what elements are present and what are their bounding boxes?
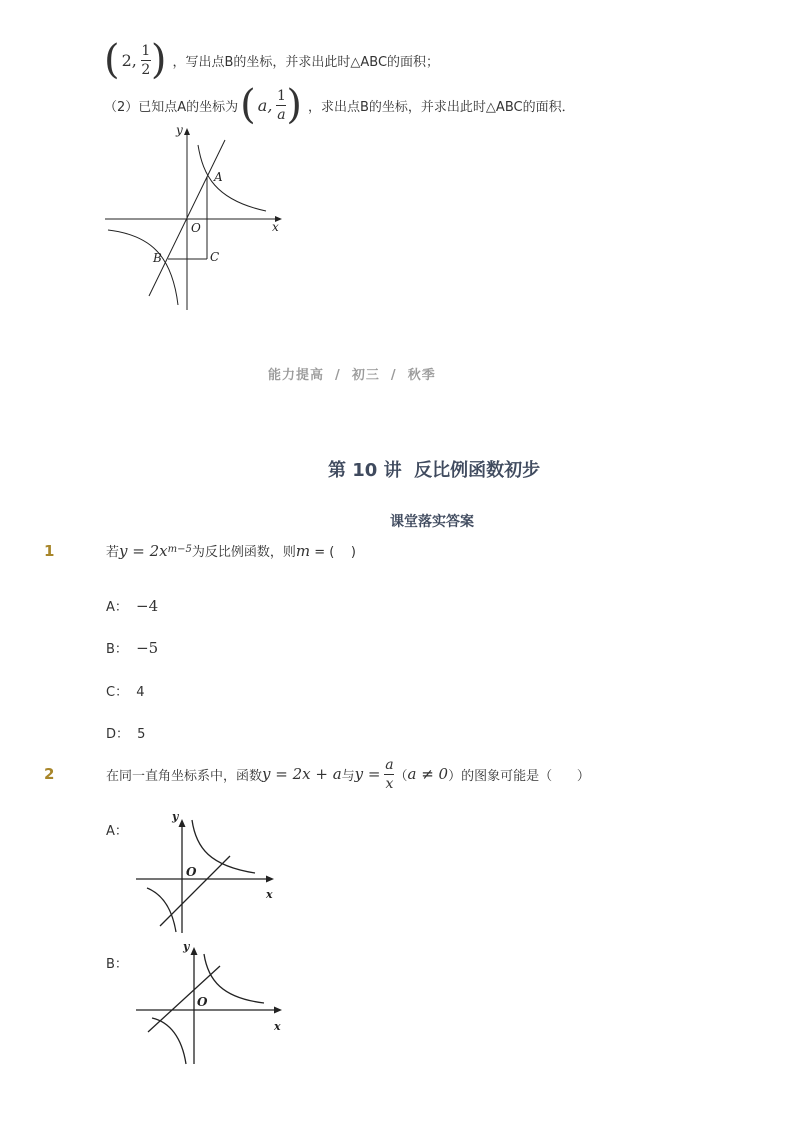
page-footer: 能力提高 / 初三 / 秋季 [268,368,436,383]
y-axis-arrow [179,819,186,827]
q1-exponent: m−5 [167,544,192,555]
prev-problem-line1 [104,38,439,82]
label-origin: O [186,865,197,879]
line1-text: ，写出点B的坐标，并求出此时△ABC的面积； [172,54,440,70]
open-paren: ( [240,82,256,128]
fraction-numerator: 1 [141,42,151,59]
q2-prefix: 在同一直角坐标系中，函数 [106,768,263,784]
q2-cond-open: （ [394,768,408,784]
line2-prefix: （2）已知点A的坐标为 [104,99,239,115]
label-y: y [183,940,190,953]
fraction-denominator: a [277,106,286,123]
q1-formula: y = 2x [119,542,168,560]
prev-problem-figure [100,120,290,320]
x-axis-arrow [274,1007,282,1014]
fraction-bar [384,774,394,775]
q1-middle: 为反比例函数，则 [191,545,296,560]
q1-option-c[interactable] [106,681,145,700]
option-label: B： [106,642,128,657]
line2-text: ，求出点B的坐标，并求出此时△ABC的面积． [308,99,575,115]
option-value: −4 [136,597,159,615]
q2-mid: 与 [341,768,355,784]
close-paren: ) [286,82,303,128]
question-number-2: 2 [44,765,55,783]
point-x: a, [257,95,273,115]
q2-option-b-label[interactable]: B： [106,957,128,972]
label-origin: O [191,221,201,235]
label-x: x [274,1020,281,1033]
fraction-denominator: 2 [141,61,151,78]
linear-function [148,966,220,1032]
hyperbola-branch-lower [108,230,178,305]
hyperbola-branch-upper [198,145,266,211]
q1-variable: m [295,542,311,560]
option-label: A： [106,600,128,615]
q2-cond-close: ）的图象可能是（ ） [448,768,590,784]
label-x: x [266,888,273,901]
q2-option-b-graph[interactable] [132,940,287,1068]
hyperbola-branch-upper [192,820,255,873]
point-x: 2, [121,50,137,70]
label-y: y [176,123,183,137]
x-axis-arrow [266,876,274,883]
q2-inverse-lhs: y = [354,765,381,783]
option-value: −5 [136,639,159,657]
q2-option-a-label[interactable]: A： [106,824,128,839]
question-number-1: 1 [44,542,55,560]
question-1-stem [106,541,356,560]
q1-option-b[interactable] [106,638,158,657]
hyperbola-branch-upper [204,954,264,1003]
label-a: A [214,170,223,184]
label-b: B [153,251,162,265]
close-paren: ) [150,37,167,83]
label-x: x [272,220,279,234]
question-2-stem [106,754,590,794]
q1-option-d[interactable] [106,723,145,742]
fraction-denominator: x [385,775,394,792]
point-y-fraction [276,88,286,123]
hyperbola-branch-lower [152,1018,186,1064]
section-subtitle: 课堂落实答案 [390,514,474,530]
fraction-numerator: 1 [276,87,286,104]
option-value: 5 [137,727,146,742]
q2-linear-function: y = 2x + a [262,765,342,783]
q2-condition: a ≠ 0 [407,765,449,783]
option-label: C： [106,685,129,700]
label-origin: O [197,995,208,1009]
label-y: y [172,810,179,823]
q1-option-a[interactable] [106,596,158,615]
fraction-numerator: a [385,756,394,773]
q2-fraction [384,757,394,792]
fraction-bar [276,105,286,106]
fraction-bar [141,60,151,61]
q1-suffix: = ( ) [310,545,356,560]
chapter-title: 第 10 讲 反比例函数初步 [328,460,541,481]
point-y-fraction [141,43,151,78]
option-label: D： [106,727,130,742]
y-axis-arrow [184,128,190,135]
label-c: C [210,250,220,264]
option-value: 4 [136,685,145,700]
q2-option-a-graph[interactable] [132,808,282,938]
y-axis-arrow [191,947,198,955]
open-paren: ( [104,37,120,83]
q1-prefix: 若 [106,545,120,560]
